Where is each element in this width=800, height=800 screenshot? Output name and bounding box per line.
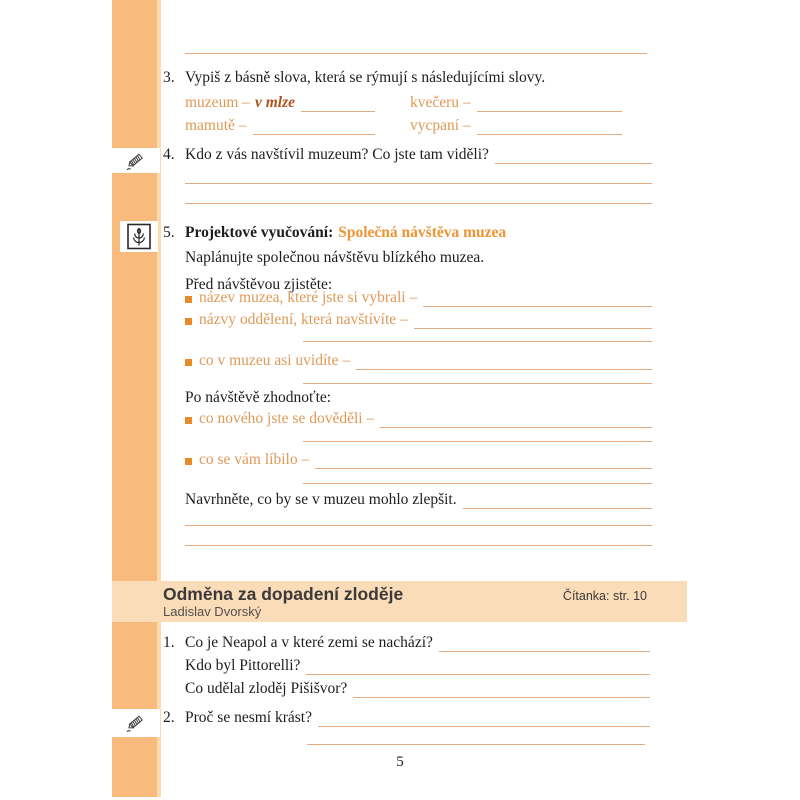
answer-line (303, 483, 652, 484)
answer-line (303, 341, 652, 342)
sidebar-band-edge (157, 0, 161, 797)
bullet-item-text: názvy oddělení, která navštívíte – (199, 311, 408, 328)
exercise-number: 4. (163, 146, 175, 163)
bullet-item-row (185, 409, 652, 428)
bullet-item-row (185, 351, 652, 370)
exercise-number: 5. (163, 224, 175, 241)
answer-line (439, 636, 650, 652)
answer-line (356, 354, 652, 370)
bullet-item-text: název muzea, které jste si vybrali – (199, 289, 418, 306)
rhyme-label: mamutě – (185, 117, 247, 134)
question-text: Co je Neapol a v které zemi se nachází? (185, 634, 433, 651)
answer-line (185, 203, 652, 204)
exercise-1-question-row (185, 656, 650, 675)
bullet-item-row (185, 288, 652, 307)
bullet-square-icon (185, 458, 192, 465)
rhyme-label: muzeum – (185, 94, 250, 111)
bullet-square-icon (185, 318, 192, 325)
pencil-icon (124, 711, 148, 735)
answer-line (423, 291, 652, 307)
exercise-5-intro-row (185, 248, 652, 267)
question-text: Kdo byl Pittorelli? (185, 657, 301, 674)
project-plant-icon (127, 223, 151, 250)
section-author: Ladislav Dvorský (163, 604, 262, 619)
bullet-item-text: co v muzeu asi uvidíte – (199, 352, 351, 369)
project-task-marker (120, 221, 158, 252)
exercise-3-prompt: Vypiš z básně slova, která se rýmují s následujícími slovy. (185, 69, 546, 86)
exercise-4-prompt-row (163, 145, 652, 164)
answer-line (185, 183, 652, 184)
sidebar-band (112, 0, 157, 797)
rhyme-pair-vycpani (410, 116, 622, 135)
answer-line (307, 744, 645, 745)
rhyme-pair-muzeum (185, 93, 375, 112)
exercise-2-prompt-row (163, 708, 650, 727)
rhyme-pair-kveceru (410, 93, 622, 112)
exercise-number: 1. (163, 634, 175, 651)
answer-line (380, 412, 652, 428)
exercise-5-intro: Naplánujte společnou návštěvu blízkého muzea. (185, 249, 485, 266)
section-title: Odměna za dopadení zloděje (163, 584, 404, 604)
answer-line (185, 545, 652, 546)
rhyme-pair-row (185, 93, 622, 112)
rhyme-label: vycpaní – (410, 117, 471, 134)
bullet-item-text: co nového jste se dověděli – (199, 410, 375, 427)
bullet-item-text: co se vám líbilo – (199, 451, 310, 468)
exercise-5-subtitle: Společná návštěva muzea (338, 224, 507, 241)
answer-line (303, 383, 652, 384)
answer-line (185, 53, 647, 54)
answer-line (463, 493, 652, 509)
exercise-number: 2. (163, 709, 175, 726)
answer-line (477, 119, 622, 135)
bullet-square-icon (185, 417, 192, 424)
answer-line (253, 119, 375, 135)
answer-line (315, 453, 652, 469)
handwritten-answer: v mlze (255, 94, 296, 111)
pencil-icon (124, 149, 148, 173)
answer-line (318, 711, 650, 727)
bullet-item-row (185, 450, 652, 469)
exercise-5-title-row (163, 223, 652, 242)
before-visit-label: Před návštěvou zjistěte: (185, 276, 333, 293)
answer-line (414, 313, 652, 329)
question-text: Co udělal zloděj Pišišvor? (185, 680, 348, 697)
write-task-marker (112, 709, 160, 737)
answer-line (301, 96, 375, 112)
rhyme-pair-row (185, 116, 622, 135)
rhyme-label: kvečeru – (410, 94, 471, 111)
bullet-square-icon (185, 296, 192, 303)
after-visit-label-row (185, 388, 652, 407)
bullet-item-row (185, 310, 652, 329)
exercise-3-prompt-row (163, 68, 652, 87)
exercise-5-title: Projektové vyučování: (185, 224, 334, 241)
exercise-1-question-row (163, 633, 650, 652)
answer-line (495, 148, 652, 164)
exercise-4-prompt: Kdo z vás navštívil muzeum? Co jste tam viděli? (185, 146, 489, 163)
write-task-marker (112, 148, 160, 173)
answer-line (353, 682, 650, 698)
final-prompt: Navrhněte, co by se v muzeu mohlo zlepšit. (185, 491, 457, 508)
answer-line (306, 659, 650, 675)
section-header-band (112, 581, 687, 622)
exercise-number: 3. (163, 69, 175, 86)
after-visit-label: Po návštěvě zhodnoťte: (185, 389, 332, 406)
exercise-1-question-row (185, 679, 650, 698)
page-number: 5 (396, 754, 404, 770)
rhyme-pair-mamute (185, 116, 375, 135)
answer-line (303, 441, 652, 442)
answer-line (477, 96, 622, 112)
final-prompt-row (185, 490, 652, 509)
reader-page-reference: Čítanka: str. 10 (562, 589, 647, 603)
answer-line (185, 525, 652, 526)
bullet-square-icon (185, 359, 192, 366)
exercise-2-prompt: Proč se nesmí krást? (185, 709, 312, 726)
